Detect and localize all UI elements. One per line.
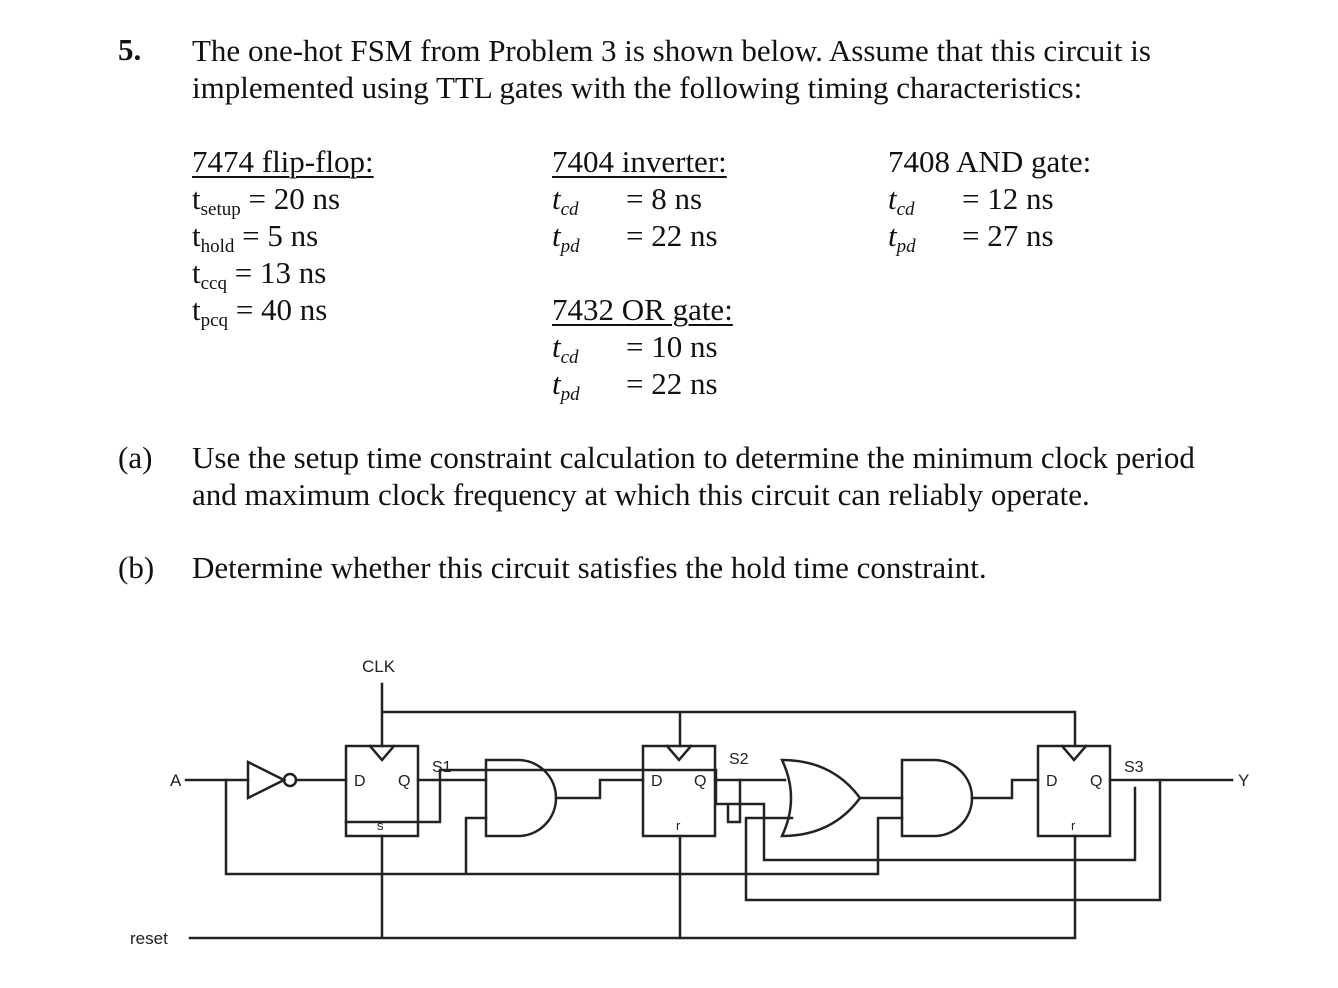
inverter-title: 7404 inverter: [552, 144, 727, 179]
t-setup-row: $t_{setup} = 20$ ns [192, 181, 341, 220]
s2-feedback-wire [346, 770, 1135, 860]
ff1-d-label: D [354, 773, 366, 790]
intro-line-2: implemented using TTL gates with the following timing characteristics: [192, 70, 1083, 105]
inverter-tpd-value: = 22 ns [626, 218, 718, 253]
output-y-label: Y [1238, 771, 1250, 790]
and1-gate [486, 760, 556, 836]
inverter-tcd-label: $t_{cd}$ [552, 181, 579, 220]
ff3-r-label: r [1071, 818, 1076, 833]
and-tpd-value: = 27 ns [962, 218, 1054, 253]
part-a-line-1: Use the setup time constraint calculation to determine the minimum clock period [192, 440, 1195, 475]
ff2-d-label: D [651, 773, 663, 790]
inverter-triangle [248, 762, 284, 798]
or-tcd-label: $t_{cd}$ [552, 329, 579, 368]
or-tcd-value: = 10 ns [626, 329, 718, 364]
t-pcq-row: $t_{pcq} = 40$ ns [192, 292, 328, 331]
inverter-tpd-label: $t_{pd}$ [552, 218, 580, 257]
problem-number: 5. [118, 32, 142, 67]
t-ccq-row: $t_{ccq} = 13$ ns [192, 255, 327, 294]
flipflop-title: 7474 flip-flop: [192, 144, 374, 179]
part-b-label: (b) [118, 550, 155, 585]
intro-line-1: The one-hot FSM from Problem 3 is shown below. Assume that this circuit is [192, 33, 1151, 68]
reset-label: reset [130, 929, 168, 948]
and-tcd-label: $t_{cd}$ [888, 181, 915, 220]
part-b-line-1: Determine whether this circuit satisfies the hold time constraint. [192, 550, 987, 585]
part-a-label: (a) [118, 440, 153, 475]
s2-label: S2 [729, 751, 749, 768]
ff2-q-label: Q [694, 773, 707, 790]
inverter-tcd-value: = 8 ns [626, 181, 703, 216]
clk-label: CLK [362, 657, 396, 676]
ff1-q-label: Q [398, 773, 411, 790]
clk-wire [382, 684, 1075, 746]
s3-feedback-wire [746, 780, 1160, 900]
and-tcd-value: = 12 ns [962, 181, 1054, 216]
s1-label: S1 [432, 759, 452, 776]
reset-wire [190, 836, 1075, 938]
and2-gate [902, 760, 972, 836]
s3-label: S3 [1124, 759, 1144, 776]
ff2-clock-mark [667, 746, 691, 760]
and1-out-wire [556, 780, 643, 798]
part-a-line-2: and maximum clock frequency at which this circuit can reliably operate. [192, 477, 1090, 512]
or-gate-title: 7432 OR gate: [552, 292, 733, 327]
ff3-d-label: D [1046, 773, 1058, 790]
input-a-label: A [170, 771, 182, 790]
and-gate-title: 7408 AND gate: [888, 144, 1092, 179]
ff3-q-label: Q [1090, 773, 1103, 790]
and2-out-wire [972, 780, 1038, 798]
or-tpd-label: $t_{pd}$ [552, 366, 580, 405]
ff1-clock-mark [370, 746, 394, 760]
or-gate [782, 760, 860, 836]
ff1-s-label: s [377, 818, 384, 833]
ff3-clock-mark [1062, 746, 1086, 760]
or-tpd-value: = 22 ns [626, 366, 718, 401]
t-hold-row: $t_{hold} = 5$ ns [192, 218, 319, 257]
and-tpd-label: $t_{pd}$ [888, 218, 916, 257]
ff2-r-label: r [676, 818, 681, 833]
